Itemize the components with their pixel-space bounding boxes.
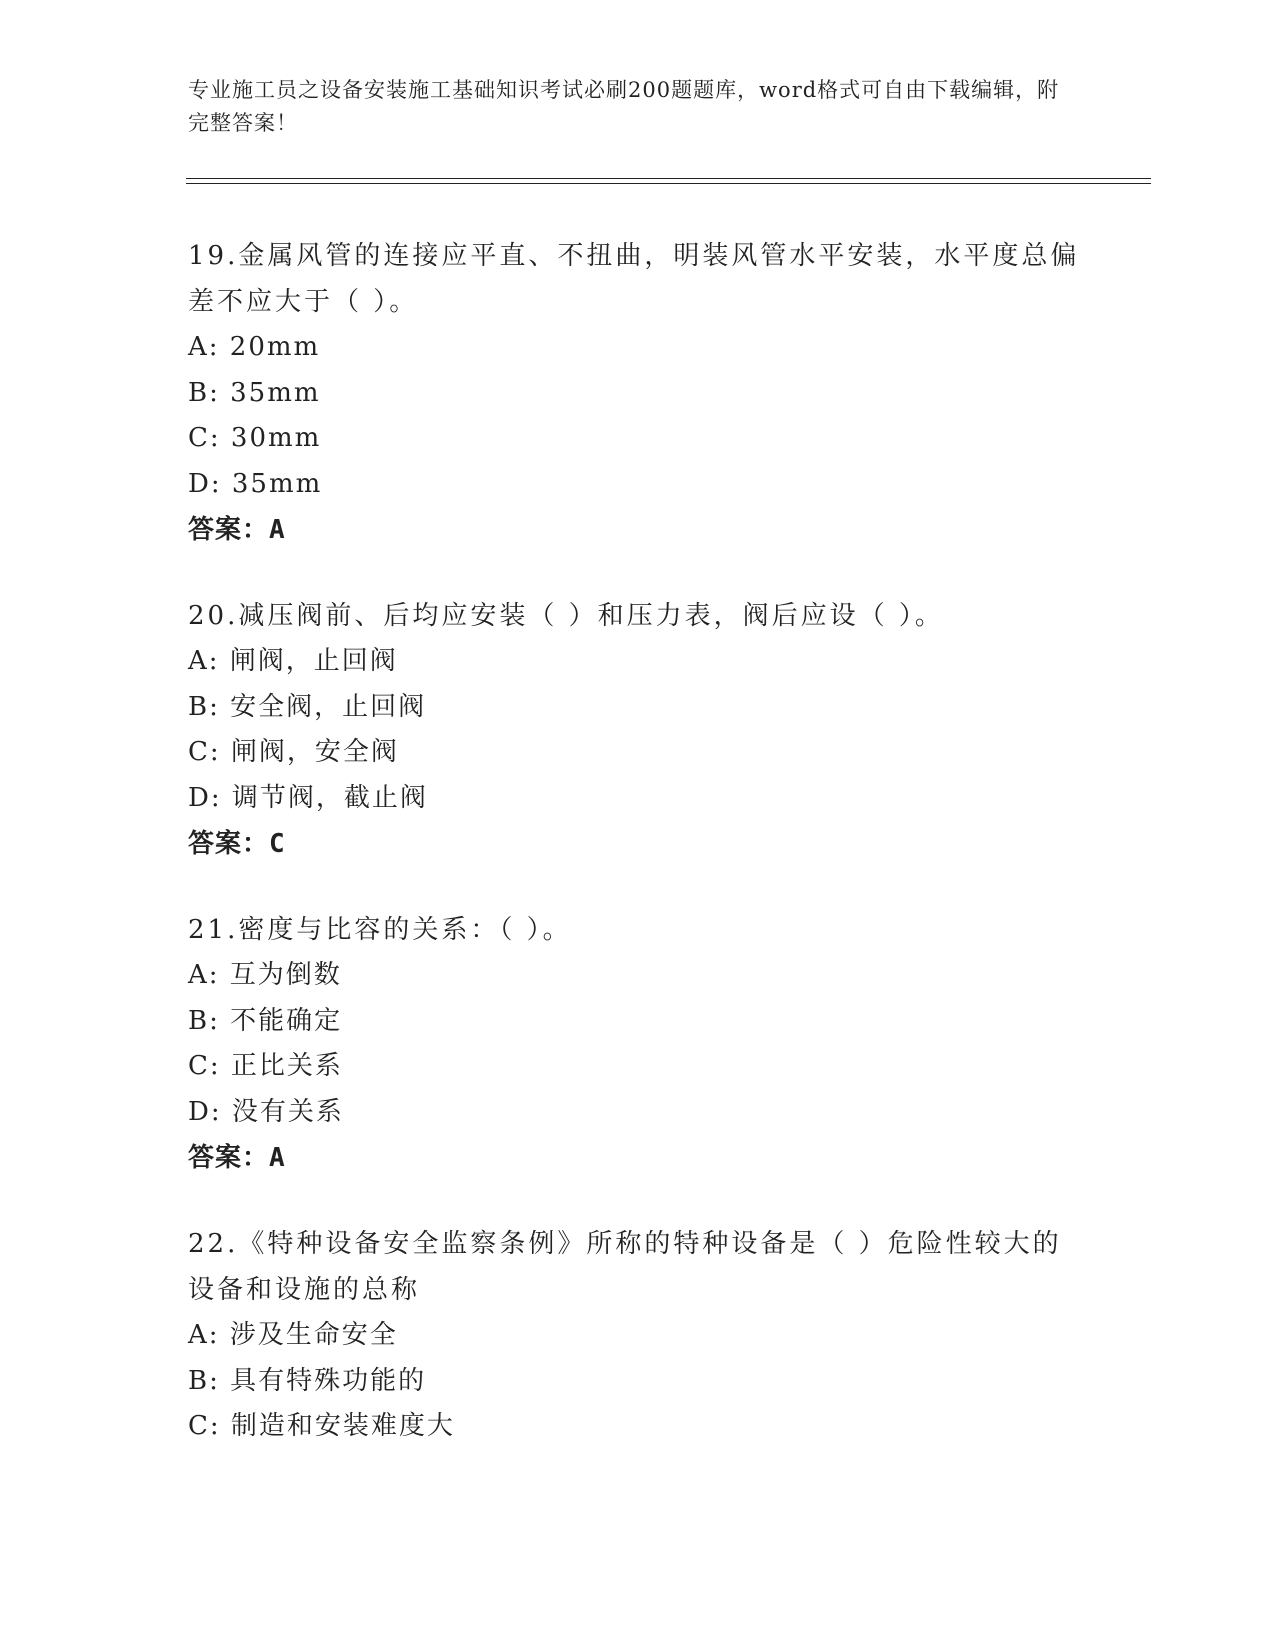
header-divider-top	[186, 178, 1151, 179]
option-a: A: 互为倒数	[188, 960, 342, 990]
question-stem: 19.金属风管的连接应平直、不扭曲，明装风管水平安装，水平度总偏差不应大于（ ）。	[188, 241, 1080, 317]
option-b: B: 35mm	[188, 377, 321, 408]
option-d: D: 调节阀，截止阀	[188, 782, 428, 813]
option-b: B: 具有特殊功能的	[188, 1365, 427, 1396]
option-a: A: 20mm	[188, 332, 321, 362]
question-19	[188, 233, 1088, 553]
option-d: D: 35mm	[188, 468, 323, 499]
question-20	[188, 593, 1088, 867]
option-c: C: 闸阀，安全阀	[188, 737, 399, 767]
question-21	[188, 907, 1088, 1181]
option-c: C: 30mm	[188, 423, 322, 453]
question-list	[188, 233, 1088, 1490]
option-c: C: 制造和安装难度大	[188, 1411, 455, 1441]
question-stem: 21.密度与比容的关系：（ ）。	[188, 915, 572, 945]
question-stem: 20.减压阀前、后均应安装（ ）和压力表，阀后应设（ ）。	[188, 601, 944, 631]
question-stem: 22.《特种设备安全监察条例》所称的特种设备是（ ）危险性较大的设备和设施的总称	[188, 1229, 1062, 1305]
answer-label: 答案：A	[188, 1143, 286, 1173]
option-a: A: 闸阀，止回阀	[188, 646, 398, 676]
option-d: D: 没有关系	[188, 1096, 344, 1127]
option-b: B: 不能确定	[188, 1005, 343, 1036]
document-header: 专业施工员之设备安装施工基础知识考试必刷200题题库，word格式可自由下载编辑，附完整答案！	[188, 78, 1060, 135]
option-a: A: 涉及生命安全	[188, 1320, 398, 1350]
answer-label: 答案：A	[188, 515, 286, 545]
option-c: C: 正比关系	[188, 1051, 343, 1081]
header-divider-bottom	[186, 183, 1151, 184]
answer-label: 答案：C	[188, 829, 286, 859]
question-22	[188, 1221, 1088, 1450]
option-b: B: 安全阀，止回阀	[188, 691, 427, 722]
